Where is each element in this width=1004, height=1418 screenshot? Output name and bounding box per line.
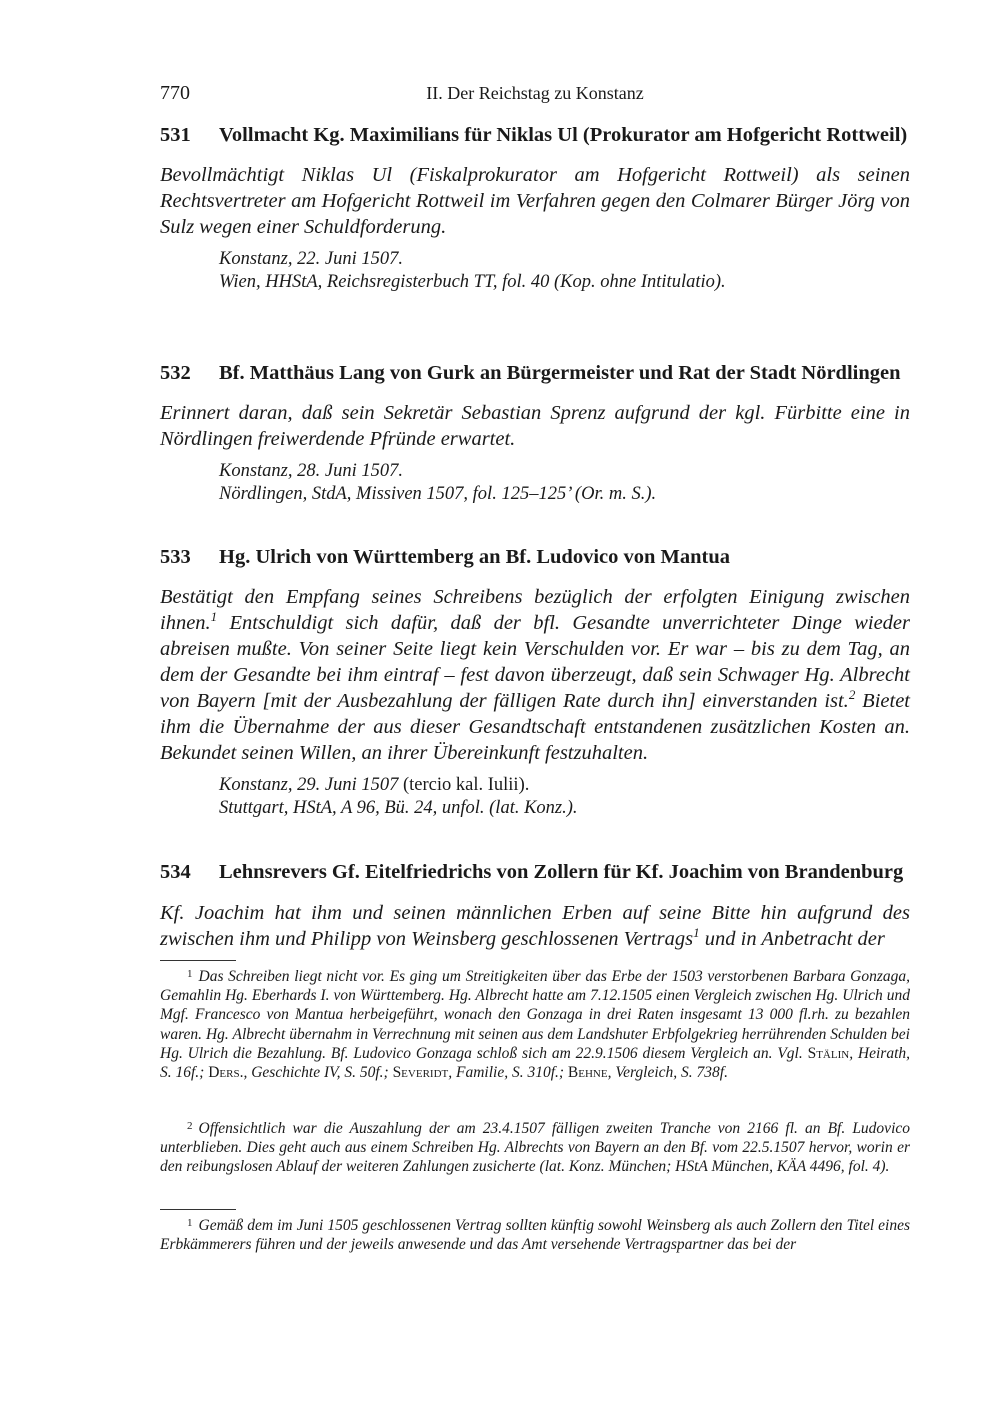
document-regest: Kf. Joachim hat ihm und seinen männlichen Erben auf seine Bitte hin aufgrund des zwischen ihm und Philipp von Weinsberg geschlossenen Vertrags$^1$ und in Anbetracht der (160, 902, 910, 950)
document-entry-533 (160, 544, 910, 820)
document-number: 531 (160, 124, 191, 146)
document-entry-532 (160, 360, 910, 506)
footnote-mark: 1 (187, 968, 193, 980)
document-meta (219, 248, 910, 294)
document-number: 533 (160, 546, 191, 568)
document-date: Konstanz, 28. Juni 1507. (219, 461, 403, 481)
footnote-2: $^2$ Offensichtlich war die Auszahlung der am 23.4.1507 fälligen zweiten Tranche von 2166 fl. an Bf. Ludovico unterblieben. Dies geht auch aus einem Schreiben Hg. Albrechts von Bayern an den Bf. vom 22.5.1507 hervor, worin er den reibungslosen Ablauf der weiteren Zahlungen zusicherte (lat. Konz. München; HStA München, KÄA 4496, fol. 4). (160, 1120, 910, 1176)
document-source: Wien, HHStA, Reichsregisterbuch TT, fol. 40 (Kop. ohne Intitulatio). (219, 272, 726, 292)
document-heading (160, 122, 910, 148)
footnote-mark: 2 (187, 1120, 193, 1132)
document-meta (219, 460, 910, 506)
footnote-ref[interactable]: 1 (693, 925, 700, 941)
footnote-ref[interactable]: 1 (210, 609, 218, 625)
document-source: Nördlingen, StdA, Missiven 1507, fol. 125–125’ (Or. m. S.). (219, 484, 657, 504)
footnote-1-doc-534: $^1$ Gemäß dem im Juni 1505 geschlossenen Vertrag sollten künftig sowohl Weinsberg als auch Zollern den Titel eines Erbkämmerers führen und der jeweils anwesende und das Amt versehende Vertragspartner das bei der (160, 1217, 910, 1254)
document-number: 534 (160, 861, 191, 883)
document-title: Hg. Ulrich von Württemberg an Bf. Ludovico von Mantua (219, 546, 730, 568)
footnote-mark: 1 (187, 1217, 193, 1229)
document-regest: Bestätigt den Empfang seines Schreibens bezüglich der erfolgten Einigung zwischen ihnen.$^1$ Entschuldigt sich dafür, daß der bfl. Gesandte unverrichteter Dinge wieder abreisen mußte. Von seiner Seite liegt kein Verschulden vor. Er war – bis zu dem Tag, an dem der Gesandte bei ihm eintraf – fest davon überzeugt, daß sein Schwager Hg. Albrecht von Bayern [mit der Ausbezahlung der fälligen Rate durch ihn] einverstanden ist.$^2$ Bietet ihm die Übernahme der aus dieser Gesandtschaft entstandenen zusätzlichen Kosten an. Bekundet seinen Willen, an ihrer Übereinkunft festzuhalten. (160, 586, 910, 764)
footnote-rule (160, 960, 236, 961)
document-number: 532 (160, 362, 191, 384)
document-title: Vollmacht Kg. Maximilians für Niklas Ul (Prokurator am Hofgericht Rottweil) (219, 124, 908, 146)
document-heading (160, 544, 910, 570)
document-meta (219, 774, 910, 820)
document-heading (160, 859, 910, 885)
document-date: Konstanz, 22. Juni 1507. (219, 249, 403, 269)
document-date-latin: (tercio kal. Iulii). (398, 775, 530, 795)
document-entry-531 (160, 122, 910, 294)
document-title: Bf. Matthäus Lang von Gurk an Bürgermeister und Rat der Stadt Nördlingen (219, 362, 901, 384)
document-date: Konstanz, 29. Juni 1507 (tercio kal. Iulii). (219, 775, 530, 795)
document-title: Lehnsrevers Gf. Eitelfriedrichs von Zollern für Kf. Joachim von Brandenburg (219, 861, 904, 883)
document-regest: Erinnert daran, daß sein Sekretär Sebastian Sprenz aufgrund der kgl. Fürbitte eine in Nördlingen freiwerdende Pfründe erwartet. (160, 402, 910, 450)
footnote-rule (160, 1209, 236, 1210)
page-number: 770 (160, 82, 190, 104)
document-heading (160, 360, 910, 386)
page-header (160, 82, 910, 108)
footnote-ref[interactable]: 2 (848, 687, 856, 703)
document-regest: Bevollmächtigt Niklas Ul (Fiskalprokurator am Hofgericht Rottweil) als seinen Rechtsvertreter am Hofgericht Rottweil im Verfahren gegen den Colmarer Bürger Jörg von Sulz wegen einer Schuldforderung. (160, 164, 910, 238)
footnote-1: $^1$ Das Schreiben liegt nicht vor. Es ging um Streitigkeiten über das Erbe der 1503 verstorbenen Barbara Gonzaga, Gemahlin Hg. Eberhards I. von Württemberg. Hg. Albrecht hatte am 7.12.1505 einen Vergleich zwischen Hg. Ulrich und Mgf. Francesco von Mantua herbeigeführt, wonach den Gonzaga in drei Raten insgesamt 13 000 fl.rh. zu bezahlen waren. Hg. Albrecht übernahm in Verrechnung mit seinen aus dem Landshuter Erbfolgekrieg herrührenden Schulden bei Hg. Ulrich die Bezahlung. Bf. Ludovico Gonzaga schloß sich am 22.9.1506 diesem Vergleich an. Vgl. Stälin, Heirath, S. 16f.; Ders., Geschichte IV, S. 50f.; Severidt, Familie, S. 310f.; Behne, Vergleich, S. 738f. (160, 968, 911, 1082)
running-title: II. Der Reichstag zu Konstanz (426, 83, 644, 103)
document-entry-534 (160, 859, 910, 952)
document-source: Stuttgart, HStA, A 96, Bü. 24, unfol. (lat. Konz.). (219, 798, 578, 818)
